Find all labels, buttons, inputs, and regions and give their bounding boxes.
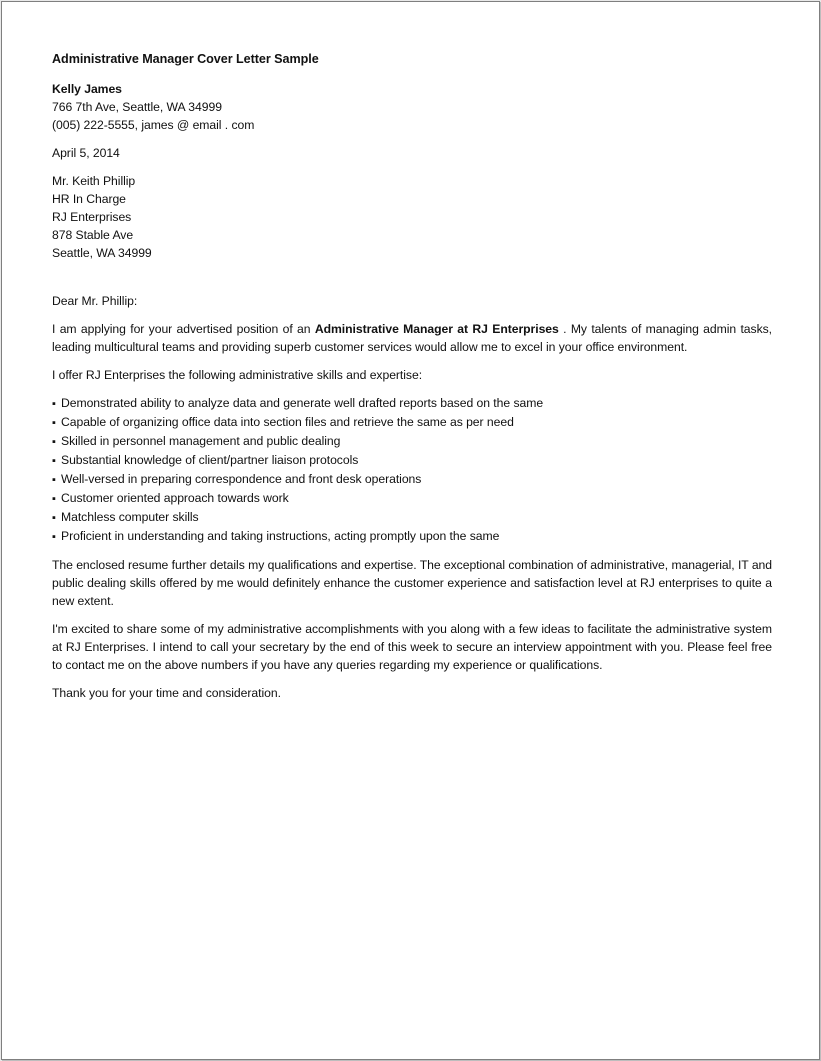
list-item	[52, 451, 772, 470]
sender-address: 766 7th Ave, Seattle, WA 34999	[52, 100, 222, 114]
skill-text: Matchless computer skills	[61, 510, 199, 524]
skill-text: Proficient in understanding and taking instructions, acting promptly upon the same	[61, 529, 500, 543]
list-item	[52, 413, 772, 432]
bullet-icon: ▪	[52, 493, 56, 505]
sender-contact: (005) 222-5555, james @ email . com	[52, 118, 255, 132]
skill-text: Capable of organizing office data into section files and retrieve the same as per need	[61, 415, 514, 429]
recipient-name: Mr. Keith Phillip	[52, 174, 136, 188]
bullet-icon: ▪	[52, 417, 56, 429]
bullet-icon: ▪	[52, 398, 56, 410]
document-title: Administrative Manager Cover Letter Sample	[52, 52, 319, 66]
salutation: Dear Mr. Phillip:	[52, 294, 138, 308]
recipient-company: RJ Enterprises	[52, 210, 132, 224]
list-item	[52, 432, 772, 451]
skill-text: Demonstrated ability to analyze data and generate well drafted reports based on the same	[61, 396, 544, 410]
sender-block	[52, 80, 772, 134]
closing-line: Thank you for your time and consideration.	[52, 686, 281, 700]
skills-list	[52, 394, 772, 546]
bullet-icon: ▪	[52, 531, 56, 543]
spacer	[52, 272, 772, 292]
recipient-city: Seattle, WA 34999	[52, 246, 152, 260]
intro-text-after: . My talents of managing admin tasks, leading multicultural teams and providing superb customer services would allow me to excel in your office environment.	[52, 322, 772, 354]
skills-intro: I offer RJ Enterprises the following administrative skills and expertise:	[52, 368, 423, 382]
list-item	[52, 470, 772, 489]
intro-text-before: I am applying for your advertised position of an	[52, 322, 315, 336]
recipient-title: HR In Charge	[52, 192, 126, 206]
skill-text: Customer oriented approach towards work	[61, 491, 289, 505]
intro-paragraph	[52, 320, 772, 356]
letter-date: April 5, 2014	[52, 146, 120, 160]
letter-content	[52, 50, 772, 712]
resume-paragraph: The enclosed resume further details my qualifications and expertise. The exceptional combination of administrative, managerial, IT and public dealing skills offered by me would definitely enhance the customer experience and satisfaction level at RJ enterprises to quite a new extent.	[52, 558, 772, 608]
recipient-street: 878 Stable Ave	[52, 228, 134, 242]
list-item	[52, 527, 772, 546]
sender-name: Kelly James	[52, 82, 122, 96]
accomplishments-paragraph: I'm excited to share some of my administrative accomplishments with you along with a few ideas to facilitate the administrative system at RJ Enterprises. I intend to call your secretary by the end of this week to secure an interview appointment with you. Please feel free to contact me on the above numbers if you have any queries regarding my experience or qualifications.	[52, 622, 772, 672]
list-item	[52, 394, 772, 413]
bullet-icon: ▪	[52, 436, 56, 448]
recipient-block	[52, 172, 772, 262]
bullet-icon: ▪	[52, 474, 56, 486]
bullet-icon: ▪	[52, 512, 56, 524]
skill-text: Skilled in personnel management and public dealing	[61, 434, 341, 448]
document-page	[1, 1, 820, 1060]
skill-text: Well-versed in preparing correspondence and front desk operations	[61, 472, 422, 486]
bullet-icon: ▪	[52, 455, 56, 467]
intro-position-bold: Administrative Manager at RJ Enterprises	[314, 322, 559, 336]
list-item	[52, 489, 772, 508]
skill-text: Substantial knowledge of client/partner liaison protocols	[61, 453, 359, 467]
list-item	[52, 508, 772, 527]
